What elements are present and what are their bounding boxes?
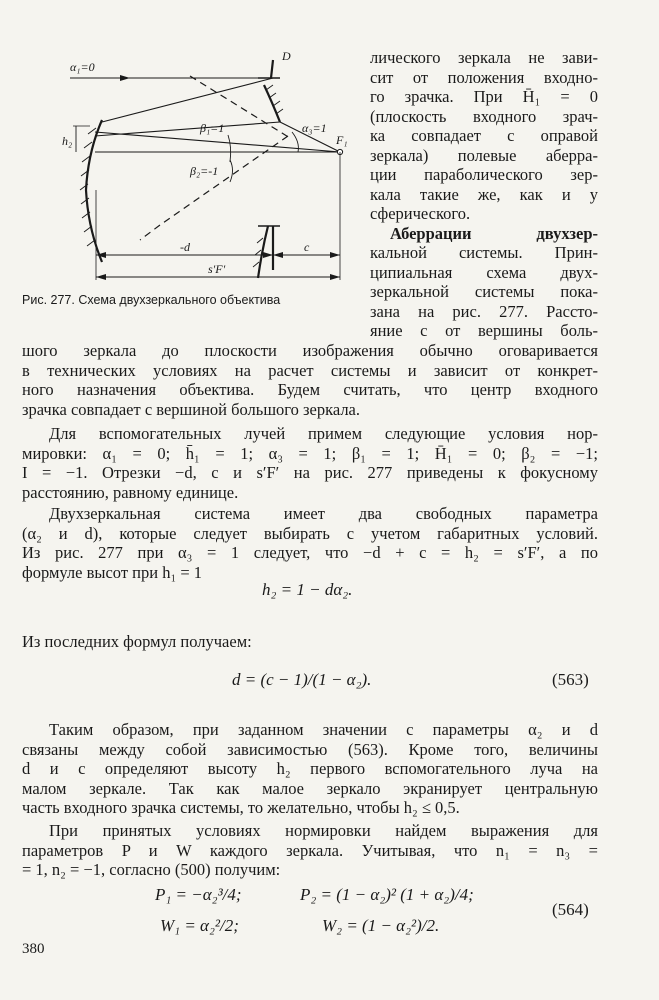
text-line: связаны между собой зависимостью (563). Кроме того, величины — [22, 739, 598, 759]
text-line: ка совпадает с оправой — [370, 126, 598, 145]
formula-P1: P₁ = −α₂³/4; — [155, 885, 242, 904]
label-h2: h₂ — [62, 134, 73, 148]
text-line: параметров P и W каждого зеркала. Учитывая, что n₁ = n₃ = — [22, 840, 598, 860]
text-line: сит от положения входно- — [370, 67, 598, 87]
text-line: малом зеркале. Так как малое зеркало экранирует центральную — [22, 778, 598, 798]
text-line: в технических условиях на расчет системы и зависит от конкрет- — [22, 360, 598, 380]
text-line: = 1, n₂ = −1, согласно (500) получим: — [22, 860, 281, 879]
text-line: расстоянию, равному единице. — [22, 482, 239, 502]
text-line: ции параболического зер- — [370, 165, 598, 184]
text-line: (α₂ и d), которые следует выбирать с учетом габаритных условий. — [22, 523, 598, 543]
label-alpha1: α₁=0 — [70, 60, 95, 74]
paragraph-5 — [22, 821, 598, 880]
text-line: кала такие же, как и у — [370, 184, 598, 204]
label-F1: F₁ — [336, 133, 348, 147]
text-line: шого зеркала до плоскости изображения обычно оговаривается — [22, 341, 598, 360]
text-line: (плоскость входного зрач- — [370, 106, 598, 126]
text-line: лического зеркала не зави- — [370, 48, 598, 67]
text-line: Для вспомогательных лучей примем следующие условия нор- — [49, 424, 598, 443]
equation-number-564: (564) — [552, 900, 589, 919]
reflected-ray — [102, 78, 273, 122]
ray-to-small-mirror — [95, 122, 280, 136]
small-mirror-lower — [258, 226, 273, 278]
text-line: Таким образом, при заданном значении c параметры α₂ и d — [49, 720, 598, 739]
equation-number-563: (563) — [552, 670, 589, 689]
label-beta2: β₂=-1 — [190, 164, 219, 178]
formula-W1: W₁ = α₂²/2; — [160, 916, 239, 935]
beta1-arc — [228, 135, 231, 162]
text-line: зеркала) полевые аберра- — [370, 145, 598, 165]
two-mirror-schematic — [40, 40, 360, 290]
dashed-ray-3 — [140, 225, 160, 240]
text-line: кальной системы. Прин- — [370, 243, 598, 262]
label-D: D — [282, 49, 291, 63]
paragraph-4 — [22, 720, 598, 818]
text-line: мировки: α₁ = 0; h̄₁ = 1; α₃ = 1; β₁ = 1; H̄₁ = 0; β₂ = −1; — [22, 443, 598, 463]
sF-arrow-right — [330, 274, 340, 280]
text-line: ного назначения объектива. Будем считать, что центр входного — [22, 380, 598, 399]
text-line: сферического. — [370, 204, 471, 223]
formula-563: d = (c − 1)/(1 − α₂). — [232, 670, 372, 689]
label-c: c — [304, 240, 310, 254]
beta2-arc — [230, 160, 233, 182]
text-line: d и c определяют высоту h₂ первого вспомогательного луча на — [22, 759, 598, 778]
sF-arrow-left — [96, 274, 106, 280]
text-line: го зрачка. При H̄₁ = 0 — [370, 87, 598, 106]
dim-arrow-right — [330, 252, 340, 258]
formula-h2: h₂ = 1 − dα₂. — [262, 580, 353, 599]
formula-P2: P₂ = (1 − α₂)² (1 + α₂)/4; — [300, 885, 474, 904]
paragraph-1 — [22, 341, 598, 419]
formula-W2: W₂ = (1 − α₂²)/2. — [322, 916, 440, 935]
dashed-ray-2 — [160, 136, 288, 225]
label-minus-d: -d — [180, 240, 190, 254]
text-line: часть входного зрачка системы, то желательно, чтобы h₂ ≤ 0,5. — [22, 798, 460, 817]
text-line: зеркальной системы пока- — [370, 282, 598, 301]
dim-arrow-mid-left — [263, 252, 273, 258]
text-line: ципиальная схема двух- — [370, 262, 598, 282]
section-heading: Аберрации двухзер- — [390, 223, 598, 243]
text-between: Из последних формул получаем: — [22, 632, 252, 651]
figure-caption: Рис. 277. Схема двухзеркального объектива — [22, 293, 281, 307]
label-alpha3: α₃=1 — [302, 121, 327, 135]
label-sF: s′F′ — [208, 262, 226, 276]
text-line: формуле высот при h₁ = 1 — [22, 562, 203, 582]
page-number: 380 — [22, 941, 45, 957]
right-column — [370, 48, 598, 341]
paragraph-2 — [22, 424, 598, 502]
label-beta1: β₁=1 — [200, 121, 225, 135]
ray-to-focus — [95, 132, 340, 152]
dim-arrow-mid-right — [273, 252, 283, 258]
text-line: При принятых условиях нормировки найдем выражения для — [49, 821, 598, 840]
text-line: Из рис. 277 при α₃ = 1 следует, что −d + c = h₂ = s′F′, а по — [22, 543, 598, 562]
paragraph-3 — [22, 504, 598, 582]
text-line: I = −1. Отрезки −d, c и s′F′ на рис. 277 приведены к фокусному — [22, 463, 598, 482]
ray-arrow — [120, 75, 130, 81]
text-line: зрачка совпадает с вершиной большого зеркала. — [22, 399, 361, 419]
text-line: зана на рис. 277. Рассто- — [370, 301, 598, 321]
text-line: яние c от вершины боль- — [370, 321, 598, 340]
text-line: Двухзеркальная система имеет два свободных параметра — [49, 504, 598, 523]
